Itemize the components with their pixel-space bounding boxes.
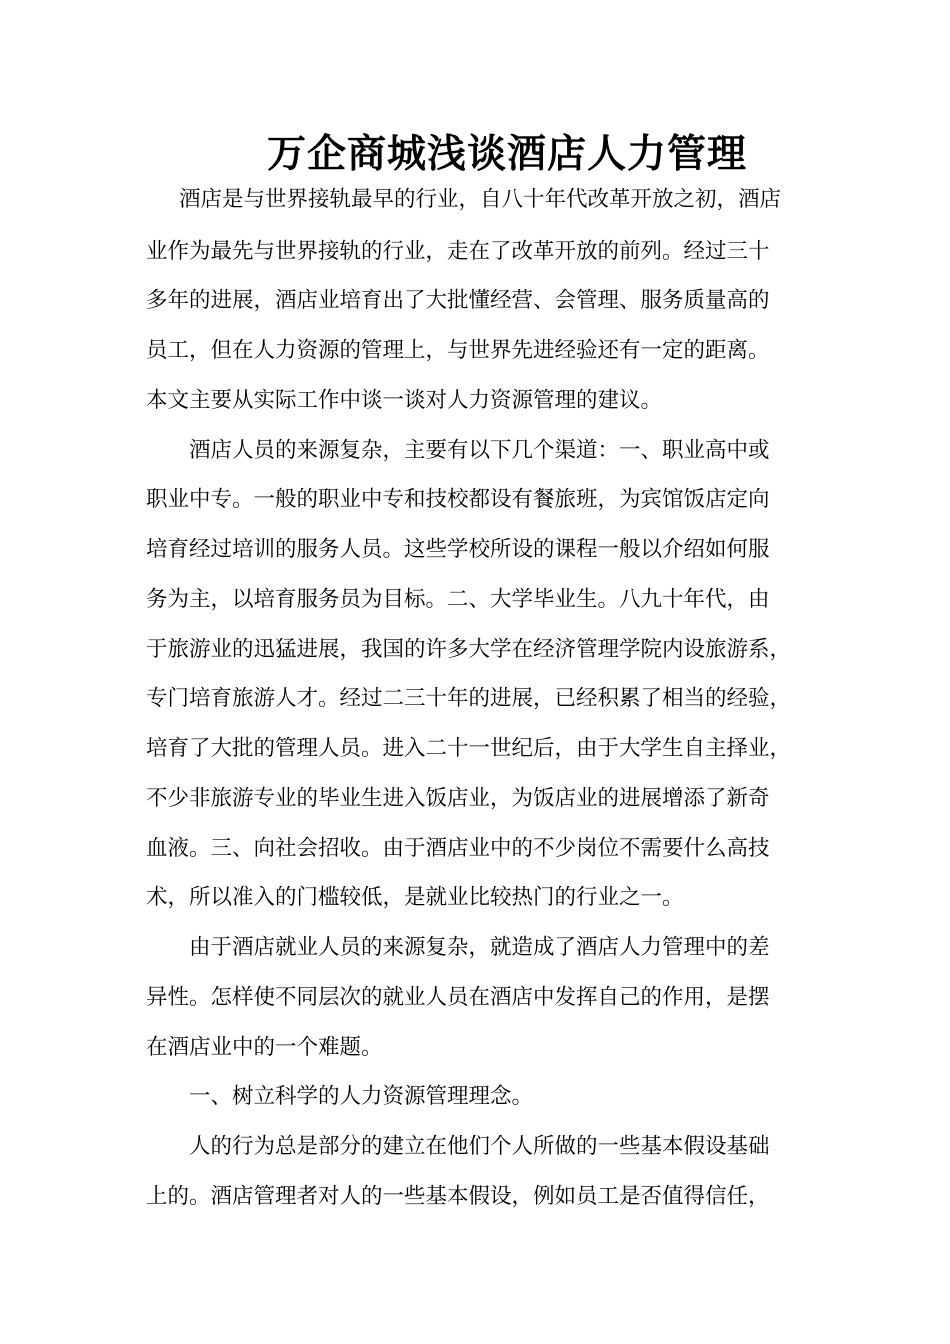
paragraph-line: 本文主要从实际工作中谈一谈对人力资源管理的建议。 [146, 388, 663, 413]
paragraph-line: 培育了大批的管理人员。进入二十一世纪后，由于大学生自主择业， [146, 736, 792, 761]
document-title: 万企商城浅谈酒店人力管理 [266, 131, 747, 177]
paragraph-line: 不少非旅游专业的毕业生进入饭店业，为饭店业的进展增添了新奇 [146, 786, 770, 811]
paragraph-line: 于旅游业的迅猛进展，我国的许多大学在经济管理学院内设旅游系， [146, 637, 792, 662]
paragraph-line: 术，所以准入的门槛较低，是就业比较热门的行业之一。 [146, 885, 684, 910]
paragraph-line: 专门培育旅游人才。经过二三十年的进展，已经积累了相当的经验， [146, 686, 792, 711]
paragraph-line: 职业中专。一般的职业中专和技校都设有餐旅班，为宾馆饭店定向 [146, 487, 770, 512]
paragraph-line: 培育经过培训的服务人员。这些学校所设的课程一般以介绍如何服 [146, 537, 770, 562]
paragraph-line: 酒店是与世界接轨最早的行业，自八十年代改革开放之初，酒店 [179, 187, 782, 212]
paragraph-line: 上的。酒店管理者对人的一些基本假设，例如员工是否值得信任， [146, 1184, 770, 1209]
paragraph-line: 异性。怎样使不同层次的就业人员在酒店中发挥自己的作用，是摆 [146, 985, 770, 1010]
paragraph-line: 在酒店业中的一个难题。 [146, 1035, 383, 1060]
paragraph-line: 人的行为总是部分的建立在他们个人所做的一些基本假设基础 [189, 1134, 770, 1159]
paragraph-line: 多年的进展，酒店业培育出了大批懂经营、会管理、服务质量高的 [146, 288, 770, 313]
paragraph-line: 由于酒店就业人员的来源复杂，就造成了酒店人力管理中的差 [189, 935, 770, 960]
paragraph-line: 业作为最先与世界接轨的行业，走在了改革开放的前列。经过三十 [146, 239, 770, 264]
paragraph-line: 员工，但在人力资源的管理上，与世界先进经验还有一定的距离。 [146, 338, 770, 363]
paragraph-line: 酒店人员的来源复杂，主要有以下几个渠道：一、职业高中或 [189, 438, 770, 463]
paragraph-line: 血液。三、向社会招收。由于酒店业中的不少岗位不需要什么高技 [146, 836, 770, 861]
section-heading: 一、树立科学的人力资源管理理念。 [189, 1084, 534, 1109]
paragraph-line: 务为主，以培育服务员为目标。二、大学毕业生。八九十年代，由 [146, 587, 770, 612]
